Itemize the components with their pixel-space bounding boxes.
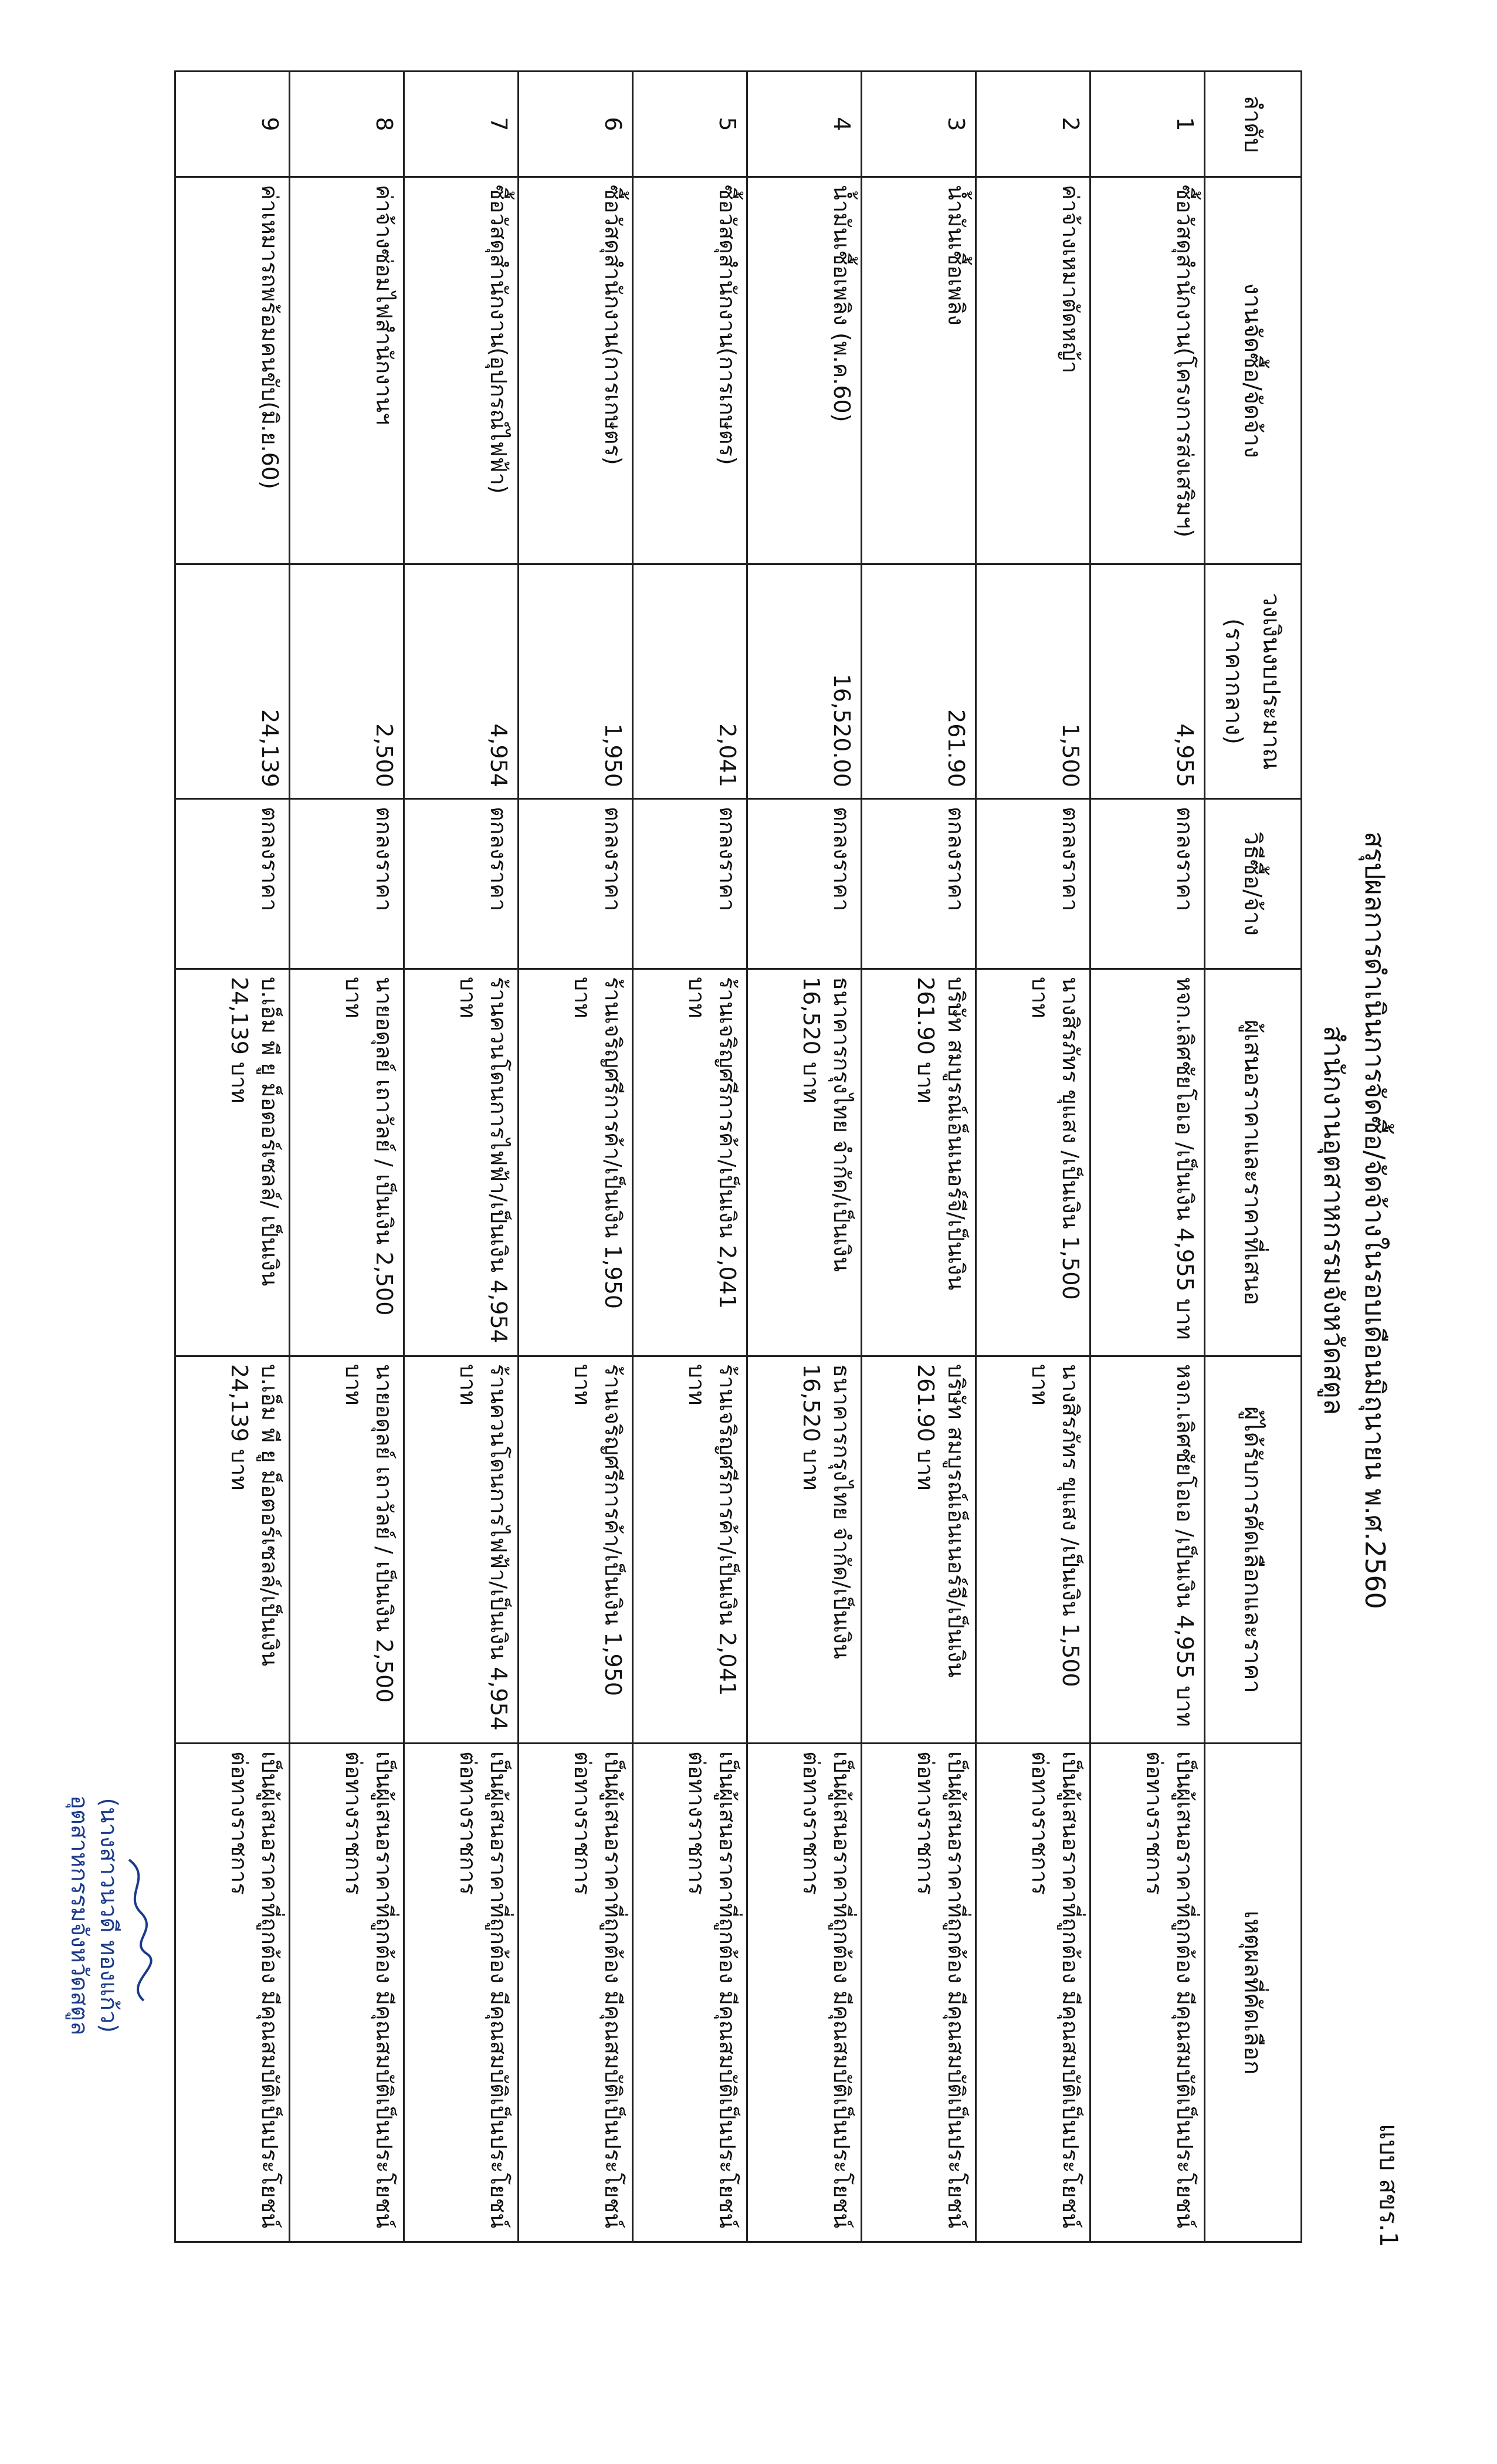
- cell-price: 2,500: [290, 564, 404, 799]
- table-row: [976, 72, 1090, 2242]
- cell-method: ตกลงราคา: [633, 799, 747, 969]
- document-page: [66, 35, 1420, 2405]
- cell-bidder: บริษัท สมบูรณ์เอ็นเนอร์จี/เป็นเงิน 261.90 บาท: [862, 969, 976, 1356]
- procurement-table: [174, 70, 1302, 2243]
- cell-reason: เป็นผู้เสนอราคาที่ถูกต้อง มีคุณสมบัติเป็นประโยชน์ต่อทางราชการ: [175, 1744, 290, 2242]
- cell-price: 261.90: [862, 564, 976, 799]
- cell-reason: เป็นผู้เสนอราคาที่ถูกต้อง มีคุณสมบัติเป็นประโยชน์ต่อทางราชการ: [862, 1744, 976, 2242]
- cell-no: 3: [862, 72, 976, 177]
- cell-price: 2,041: [633, 564, 747, 799]
- cell-price: 24,139: [175, 564, 290, 799]
- cell-no: 2: [976, 72, 1090, 177]
- cell-item: ค่าจ้างซ่อมไฟสำนักงานฯ: [290, 177, 404, 564]
- header-method: วิธีซื้อ/จ้าง: [1205, 799, 1302, 969]
- cell-method: ตกลงราคา: [175, 799, 290, 969]
- cell-item: น้ำมันเชื้อเพลิง (พ.ค.60): [747, 177, 862, 564]
- header-budget-line2: (ราคากลาง): [1220, 618, 1247, 745]
- cell-winner: ร้านควนโดนการไฟฟ้า/เป็นเงิน 4,954 บาท: [404, 1356, 519, 1744]
- cell-reason: เป็นผู้เสนอราคาที่ถูกต้อง มีคุณสมบัติเป็นประโยชน์ต่อทางราชการ: [633, 1744, 747, 2242]
- table-row: [1090, 72, 1205, 2242]
- cell-no: 4: [747, 72, 862, 177]
- cell-price: 1,500: [976, 564, 1090, 799]
- cell-winner: ร้านเจริญศรีการค้า/เป็นเงิน 1,950 บาท: [519, 1356, 633, 1744]
- header-reason: เหตุผลที่คัดเลือก: [1205, 1744, 1302, 2242]
- signature-scribble: [117, 1854, 158, 2006]
- cell-bidder: ร้านควนโดนการไฟฟ้า/เป็นเงิน 4,954 บาท: [404, 969, 519, 1356]
- table-header-row: [1205, 72, 1302, 2242]
- cell-bidder: นายอดุลย์ เถาวัลย์ / เป็นเงิน 2,500 บาท: [290, 969, 404, 1356]
- cell-winner: ร้านเจริญศรีการค้า/เป็นเงิน 2,041 บาท: [633, 1356, 747, 1744]
- cell-bidder: นางสิรภัทร ขุแสง /เป็นเงิน 1,500 บาท: [976, 969, 1090, 1356]
- cell-item: น้ำมันเชื้อเพลิง: [862, 177, 976, 564]
- cell-method: ตกลงราคา: [747, 799, 862, 969]
- cell-item: ซื้อวัสดุสำนักงาน(การเกษตร): [519, 177, 633, 564]
- table-row: [519, 72, 633, 2242]
- cell-bidder: ธนาคารกรุงไทย จำกัด/เป็นเงิน 16,520 บาท: [747, 969, 862, 1356]
- cell-reason: เป็นผู้เสนอราคาที่ถูกต้อง มีคุณสมบัติเป็นประโยชน์ต่อทางราชการ: [404, 1744, 519, 2242]
- table-row: [404, 72, 519, 2242]
- cell-method: ตกลงราคา: [404, 799, 519, 969]
- header-no: ลำดับ: [1205, 72, 1302, 177]
- cell-reason: เป็นผู้เสนอราคาที่ถูกต้อง มีคุณสมบัติเป็นประโยชน์ต่อทางราชการ: [976, 1744, 1090, 2242]
- cell-no: 9: [175, 72, 290, 177]
- cell-price: 4,954: [404, 564, 519, 799]
- cell-price: 4,955: [1090, 564, 1205, 799]
- cell-item: ซื้อวัสดุสำนักงาน(โครงการส่งเสริมฯ): [1090, 177, 1205, 564]
- cell-method: ตกลงราคา: [1090, 799, 1205, 969]
- table-row: [175, 72, 290, 2242]
- document-subtitle: สำนักงานอุตสาหกรรมจังหวัดสตูล: [1318, 1025, 1350, 1415]
- cell-bidder: ร้านเจริญศรีการค้า/เป็นเงิน 2,041 บาท: [633, 969, 747, 1356]
- header-budget: [1205, 564, 1302, 799]
- table-row: [862, 72, 976, 2242]
- cell-bidder: ร้านเจริญศรีการค้า/เป็นเงิน 1,950 บาท: [519, 969, 633, 1356]
- cell-method: ตกลงราคา: [519, 799, 633, 969]
- cell-reason: เป็นผู้เสนอราคาที่ถูกต้อง มีคุณสมบัติเป็นประโยชน์ต่อทางราชการ: [1090, 1744, 1205, 2242]
- cell-winner: นายอดุลย์ เถาวัลย์ / เป็นเงิน 2,500 บาท: [290, 1356, 404, 1744]
- cell-price: 16,520.00: [747, 564, 862, 799]
- cell-no: 1: [1090, 72, 1205, 177]
- cell-winner: บริษัท สมบูรณ์เอ็นเนอร์จี/เป็นเงิน 261.90 บาท: [862, 1356, 976, 1744]
- cell-reason: เป็นผู้เสนอราคาที่ถูกต้อง มีคุณสมบัติเป็นประโยชน์ต่อทางราชการ: [747, 1744, 862, 2242]
- signature-name: (นางสาวนวดี ทองแก้ว): [95, 1798, 122, 2033]
- form-code: แบบ สขร.1: [1374, 2124, 1403, 2248]
- header-item: งานจัดซื้อ/จัดจ้าง: [1205, 177, 1302, 564]
- cell-method: ตกลงราคา: [976, 799, 1090, 969]
- cell-winner: บ.เอ็ม พี ยู ม็อตอร์เซลล์/เป็นเงิน 24,139 บาท: [175, 1356, 290, 1744]
- cell-method: ตกลงราคา: [862, 799, 976, 969]
- cell-no: 7: [404, 72, 519, 177]
- table-row: [633, 72, 747, 2242]
- document-title: สรุปผลการดำเนินการจัดซื้อ/จัดจ้างในรอบเดือนมิถุนายน พ.ศ.2560: [1359, 831, 1391, 1609]
- cell-item: ค่าเหมารถพร้อมคนขับ(มิ.ย.60): [175, 177, 290, 564]
- header-budget-line1: วงเงินงบประมาณ: [1258, 593, 1285, 770]
- cell-no: 5: [633, 72, 747, 177]
- cell-winner: หจก.เลิศชัยโอเอ /เป็นเงิน 4,955 บาท: [1090, 1356, 1205, 1744]
- cell-reason: เป็นผู้เสนอราคาที่ถูกต้อง มีคุณสมบัติเป็นประโยชน์ต่อทางราชการ: [290, 1744, 404, 2242]
- table-row: [290, 72, 404, 2242]
- header-winner: ผู้ได้รับการคัดเลือกและราคา: [1205, 1356, 1302, 1744]
- signature-position: อุตสาหกรรมจังหวัดสตูล: [66, 1795, 93, 2036]
- cell-winner: นางสิรภัทร ขุแสง /เป็นเงิน 1,500 บาท: [976, 1356, 1090, 1744]
- table-row: [747, 72, 862, 2242]
- cell-item: ซื้อวัสดุสำนักงาน(การเกษตร): [633, 177, 747, 564]
- cell-no: 6: [519, 72, 633, 177]
- cell-bidder: หจก.เลิศชัยโอเอ /เป็นเงิน 4,955 บาท: [1090, 969, 1205, 1356]
- cell-winner: ธนาคารกรุงไทย จำกัด/เป็นเงิน 16,520 บาท: [747, 1356, 862, 1744]
- cell-price: 1,950: [519, 564, 633, 799]
- cell-method: ตกลงราคา: [290, 799, 404, 969]
- cell-bidder: บ.เอ็ม พี ยู ม็อตอร์เซลล์/ เป็นเงิน 24,139 บาท: [175, 969, 290, 1356]
- cell-item: ซื้อวัสดุสำนักงาน(อุปกรณ์ไฟฟ้า): [404, 177, 519, 564]
- cell-no: 8: [290, 72, 404, 177]
- signature-block: [65, 1795, 123, 2035]
- header-bidders: ผู้เสนอราคาและราคาที่เสนอ: [1205, 969, 1302, 1356]
- cell-item: ค่าจ้างเหมาตัดหญ้า: [976, 177, 1090, 564]
- cell-reason: เป็นผู้เสนอราคาที่ถูกต้อง มีคุณสมบัติเป็นประโยชน์ต่อทางราชการ: [519, 1744, 633, 2242]
